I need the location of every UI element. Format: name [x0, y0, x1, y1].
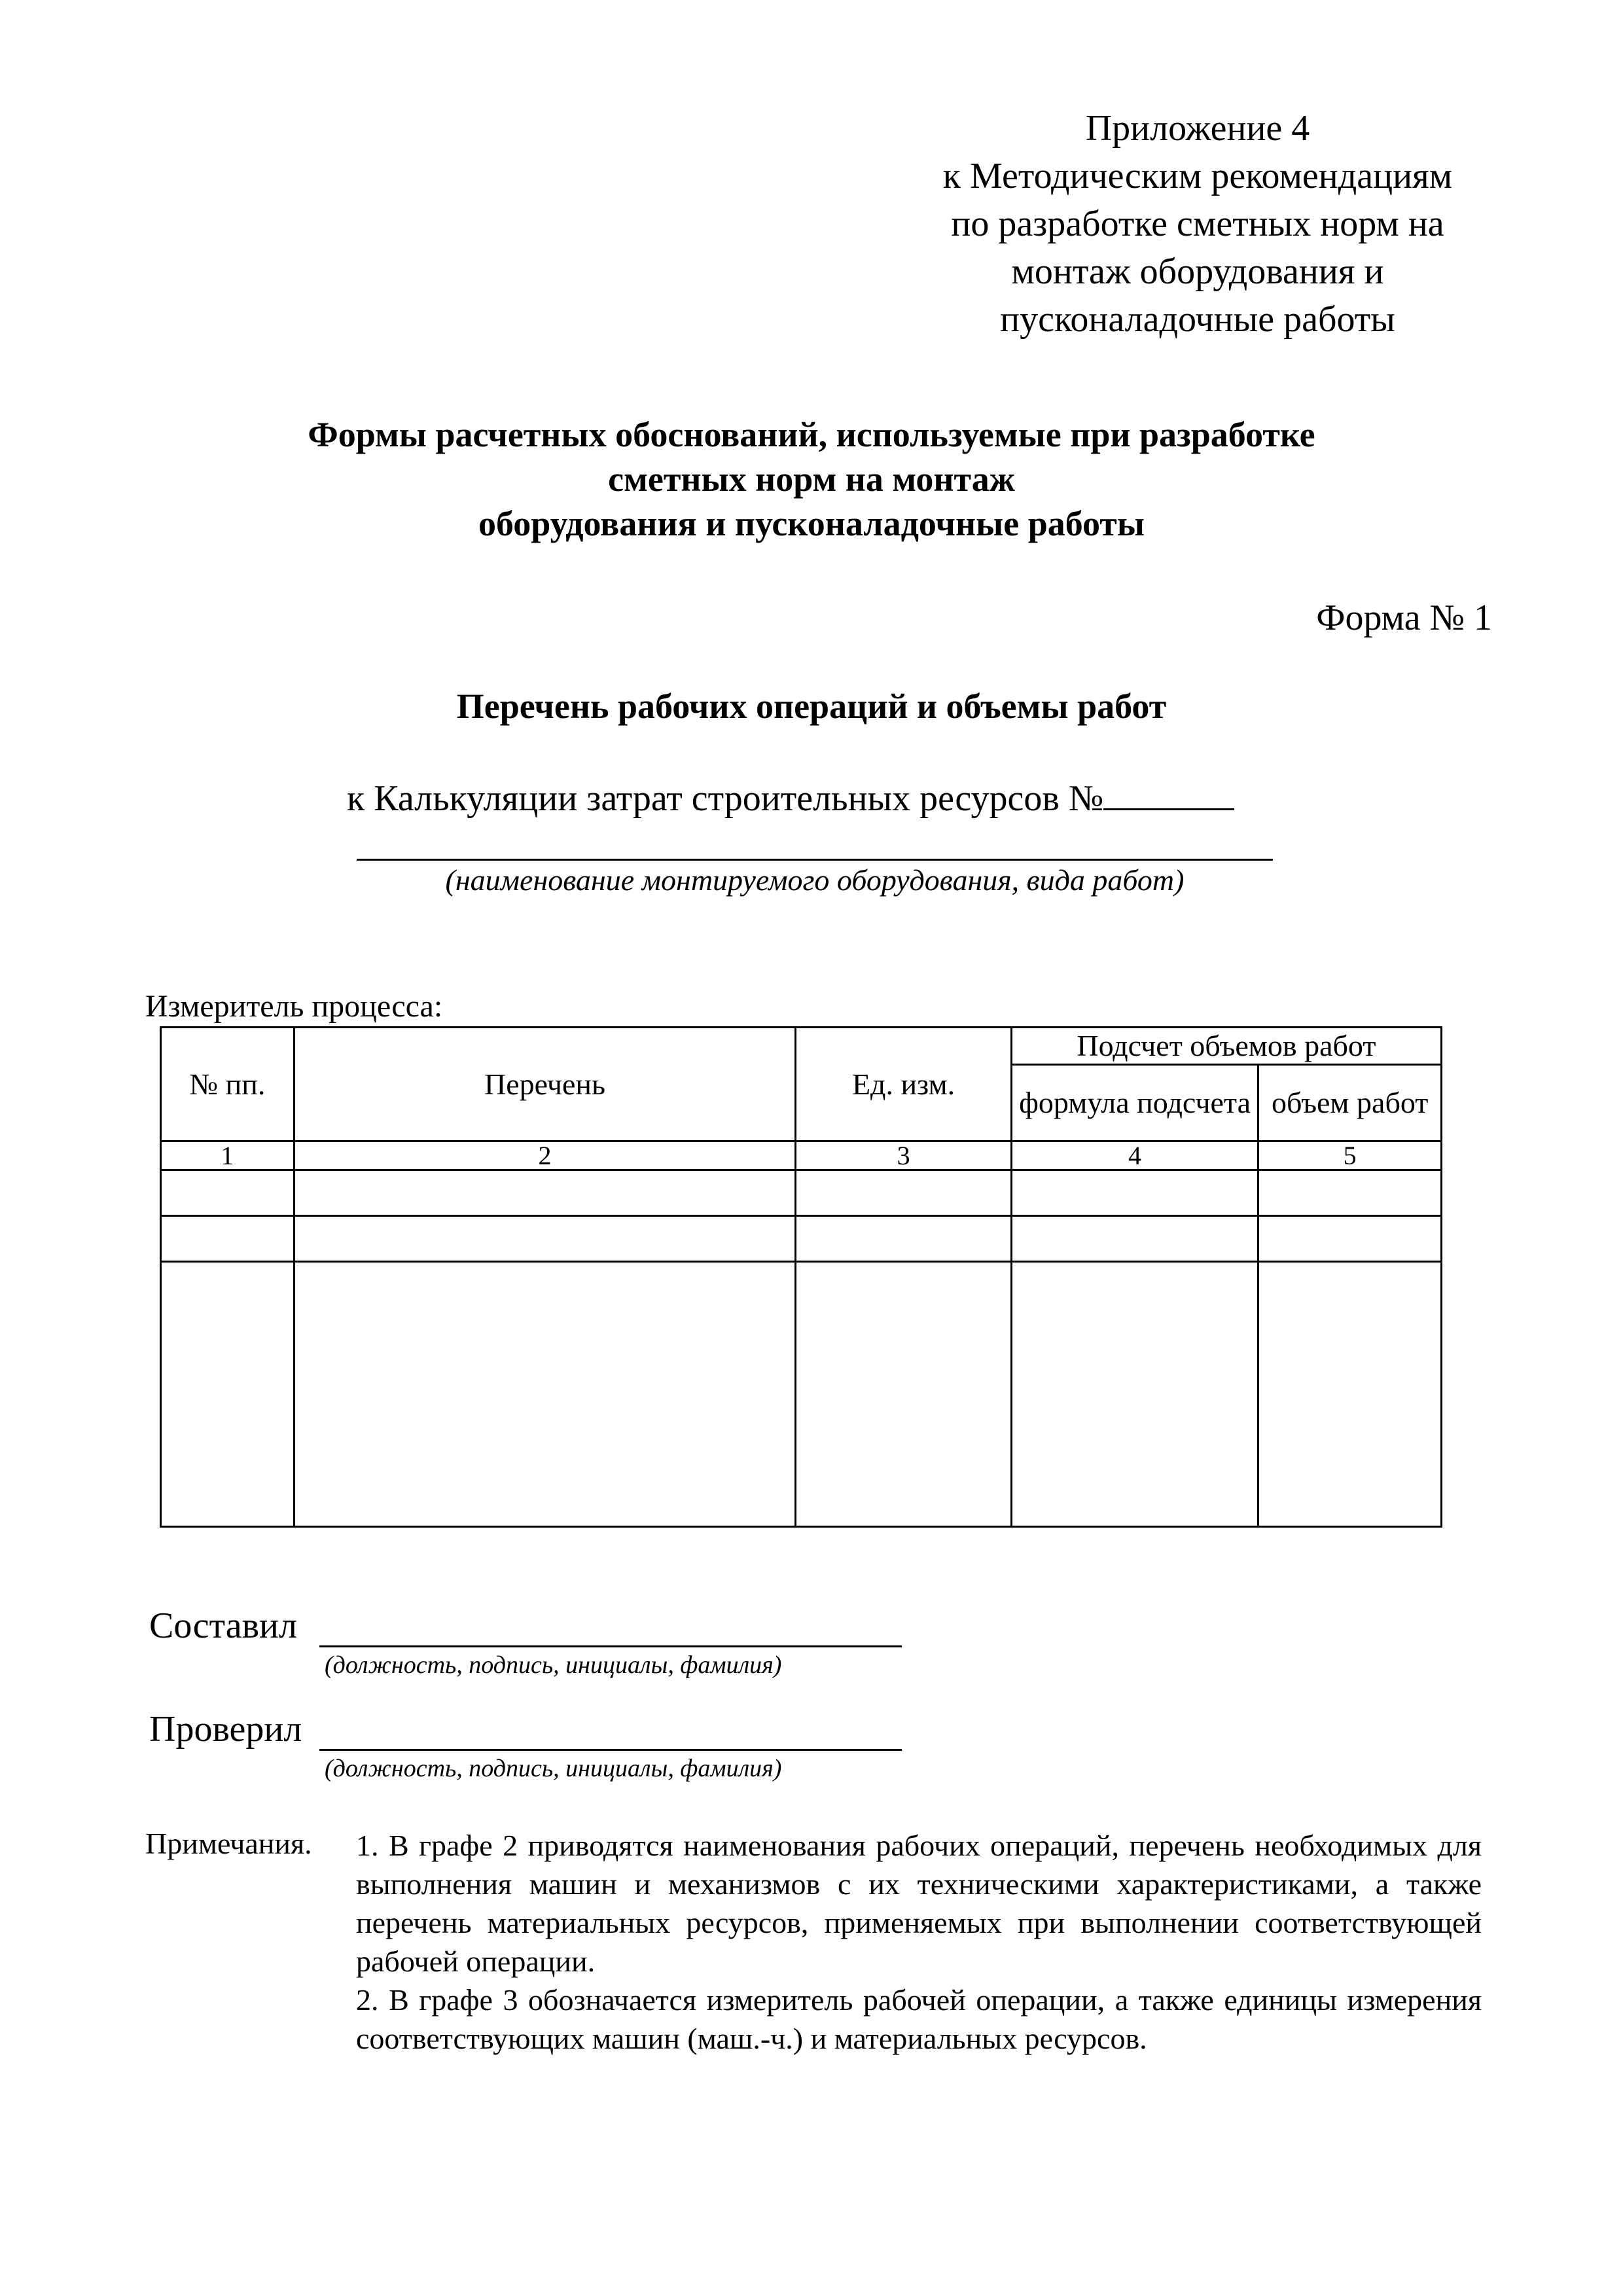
list-title: Перечень рабочих операций и объемы работ: [456, 687, 1167, 726]
col-header-formula: формула подсчета: [1011, 1065, 1258, 1141]
note-item: 1. В графе 2 приводятся наименования рабочих операций, перечень необходимых для выполнения машин и механизмов с их техническими характеристиками, а также перечень материальных ресурсов, применяемых при выполнении соответствующей рабочей операции.: [356, 1829, 1482, 1978]
table-cell[interactable]: [796, 1262, 1011, 1527]
table-cell[interactable]: [294, 1216, 796, 1262]
table-cell[interactable]: [1258, 1170, 1442, 1216]
table-cell[interactable]: [1011, 1216, 1258, 1262]
table-cell[interactable]: [161, 1216, 294, 1262]
title-line: сметных норм на монтаж: [608, 459, 1015, 499]
appendix-header: [903, 105, 1492, 344]
document-title: [157, 412, 1466, 546]
title-line: оборудования и пусконаладочные работы: [478, 504, 1145, 543]
checked-caption: (должность, подпись, инициалы, фамилия): [325, 1755, 782, 1782]
notes-label: Примечания.: [145, 1827, 312, 1860]
table-cell[interactable]: [1011, 1170, 1258, 1216]
table-row: [161, 1216, 1442, 1262]
calc-reference: [347, 776, 1234, 819]
appendix-line: Приложение 4: [1085, 108, 1310, 149]
equipment-caption: (наименование монтируемого оборудования, вида работ): [445, 863, 1185, 897]
col-header-volume: объем работ: [1258, 1065, 1442, 1141]
col-header-unit: Ед. изм.: [796, 1028, 1011, 1141]
appendix-line: по разработке сметных норм на: [951, 204, 1444, 244]
col-number: 2: [294, 1141, 796, 1170]
appendix-line: к Методическим рекомендациям: [942, 156, 1453, 196]
compiled-caption: (должность, подпись, инициалы, фамилия): [325, 1651, 782, 1679]
table-cell[interactable]: [294, 1170, 796, 1216]
table-row: [161, 1170, 1442, 1216]
notes: [356, 1826, 1482, 2058]
col-header-volume-group: Подсчет объемов работ: [1011, 1028, 1441, 1065]
table-row: [161, 1262, 1442, 1527]
col-number: 4: [1011, 1141, 1258, 1170]
appendix-line: монтаж оборудования и: [1011, 251, 1384, 292]
compiled-label: Составил: [149, 1605, 297, 1646]
appendix-line: пусконаладочные работы: [1000, 299, 1395, 340]
form-number: Форма № 1: [1316, 598, 1492, 638]
calc-reference-text: к Калькуляции затрат строительных ресурсов №: [347, 778, 1104, 819]
meter-label: Измеритель процесса:: [145, 989, 443, 1024]
checked-signature-line[interactable]: [319, 1712, 902, 1751]
equipment-name-line[interactable]: [357, 859, 1273, 861]
table-cell[interactable]: [161, 1170, 294, 1216]
note-item: 2. В графе 3 обозначается измеритель рабочей операции, а также единицы измерения соответствующих машин (маш.-ч.) и материальных ресурсов.: [356, 1983, 1482, 2055]
title-line: Формы расчетных обоснований, используемые при разработке: [308, 415, 1315, 454]
col-number: 1: [161, 1141, 294, 1170]
table-cell[interactable]: [796, 1170, 1011, 1216]
table-cell[interactable]: [1258, 1262, 1442, 1527]
calc-number-blank[interactable]: [1103, 776, 1234, 810]
table-cell[interactable]: [161, 1262, 294, 1527]
table-cell[interactable]: [1011, 1262, 1258, 1527]
col-header-num: № пп.: [161, 1028, 294, 1141]
checked-label: Проверил: [149, 1709, 302, 1749]
table-cell[interactable]: [294, 1262, 796, 1527]
table-cell[interactable]: [796, 1216, 1011, 1262]
operations-table: [160, 1026, 1442, 1528]
col-header-list: Перечень: [294, 1028, 796, 1141]
compiled-signature-line[interactable]: [319, 1609, 902, 1647]
col-number: 5: [1258, 1141, 1442, 1170]
table-cell[interactable]: [1258, 1216, 1442, 1262]
col-number: 3: [796, 1141, 1011, 1170]
